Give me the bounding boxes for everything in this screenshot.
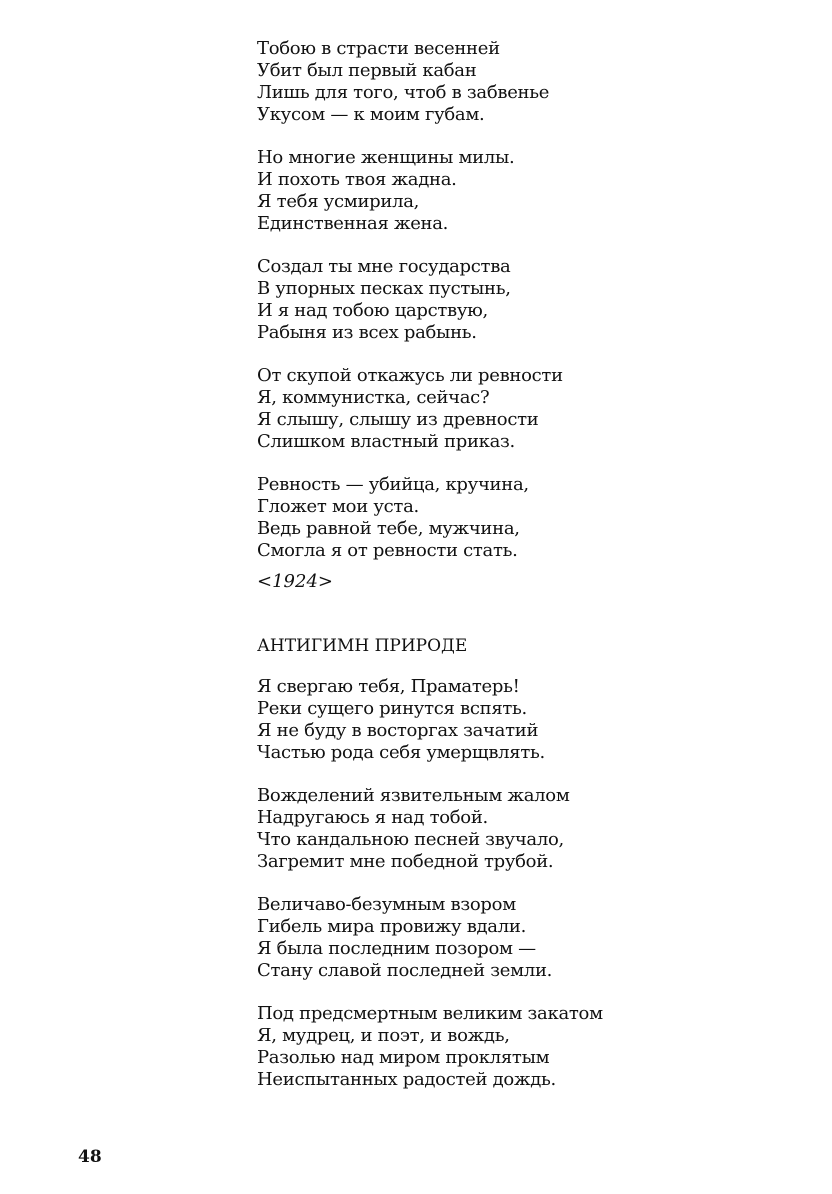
verse-line: Единственная жена. bbox=[257, 213, 449, 234]
verse-line: Что кандальною песней звучало, bbox=[257, 829, 564, 850]
verse-line: Загремит мне победной трубой. bbox=[257, 851, 554, 872]
verse-line: Величаво-безумным взором bbox=[257, 894, 516, 915]
verse-line: Тобою в страсти весенней bbox=[257, 38, 500, 59]
verse-line: Разолью над миром проклятым bbox=[257, 1047, 550, 1068]
verse-line: В упорных песках пустынь, bbox=[257, 278, 511, 299]
verse-line: Стану славой последней земли. bbox=[257, 960, 553, 981]
verse-line: И я над тобою царствую, bbox=[257, 300, 488, 321]
stanza bbox=[257, 676, 797, 764]
stanza bbox=[257, 1003, 797, 1091]
verse-line: Надругаюсь я над тобой. bbox=[257, 807, 488, 828]
stanza bbox=[257, 785, 797, 873]
poem-2 bbox=[257, 635, 797, 1091]
stanza bbox=[257, 894, 797, 982]
stanza bbox=[257, 474, 797, 562]
verse-line: Неиспытанных радостей дождь. bbox=[257, 1069, 556, 1090]
verse-line: Создал ты мне государства bbox=[257, 256, 511, 277]
verse-line: Под предсмертным великим закатом bbox=[257, 1003, 603, 1024]
text-block bbox=[257, 38, 797, 1091]
verse-line: Я была последним позором — bbox=[257, 938, 536, 959]
verse-line: Гибель мира провижу вдали. bbox=[257, 916, 526, 937]
poem-title: АНТИГИМН ПРИРОДЕ bbox=[257, 636, 468, 656]
verse-line: Гложет мои уста. bbox=[257, 496, 419, 517]
verse-line: От скупой откажусь ли ревности bbox=[257, 365, 563, 386]
stanza bbox=[257, 365, 797, 453]
verse-line: Вожделений язвительным жалом bbox=[257, 785, 570, 806]
verse-line: И похоть твоя жадна. bbox=[257, 169, 457, 190]
verse-line: Слишком властный приказ. bbox=[257, 431, 515, 452]
verse-line: Рабыня из всех рабынь. bbox=[257, 322, 477, 343]
stanza bbox=[257, 38, 797, 126]
verse-line: Ведь равной тебе, мужчина, bbox=[257, 518, 520, 539]
verse-line: Лишь для того, чтоб в забвенье bbox=[257, 82, 550, 103]
verse-line: Я, мудрец, и поэт, и вождь, bbox=[257, 1025, 510, 1046]
stanza bbox=[257, 256, 797, 344]
verse-line: Ревность — убийца, кручина, bbox=[257, 474, 529, 495]
verse-line: Частью рода себя умерщвлять. bbox=[257, 742, 545, 763]
verse-line: Я свергаю тебя, Праматерь! bbox=[257, 676, 520, 697]
verse-line: Реки сущего ринутся вспять. bbox=[257, 698, 527, 719]
verse-line: Убит был первый кабан bbox=[257, 60, 477, 81]
verse-line: Смогла я от ревности стать. bbox=[257, 540, 518, 561]
poem-date: <1924> bbox=[257, 571, 333, 592]
stanza bbox=[257, 147, 797, 235]
verse-line: Но многие женщины милы. bbox=[257, 147, 515, 168]
verse-line: Укусом — к моим губам. bbox=[257, 104, 485, 125]
verse-line: Я тебя усмирила, bbox=[257, 191, 420, 212]
verse-line: Я не буду в восторгах зачатий bbox=[257, 720, 539, 741]
verse-line: Я, коммунистка, сейчас? bbox=[257, 387, 490, 408]
poem-1 bbox=[257, 38, 797, 593]
verse-line: Я слышу, слышу из древности bbox=[257, 409, 539, 430]
page-number: 48 bbox=[78, 1147, 102, 1167]
